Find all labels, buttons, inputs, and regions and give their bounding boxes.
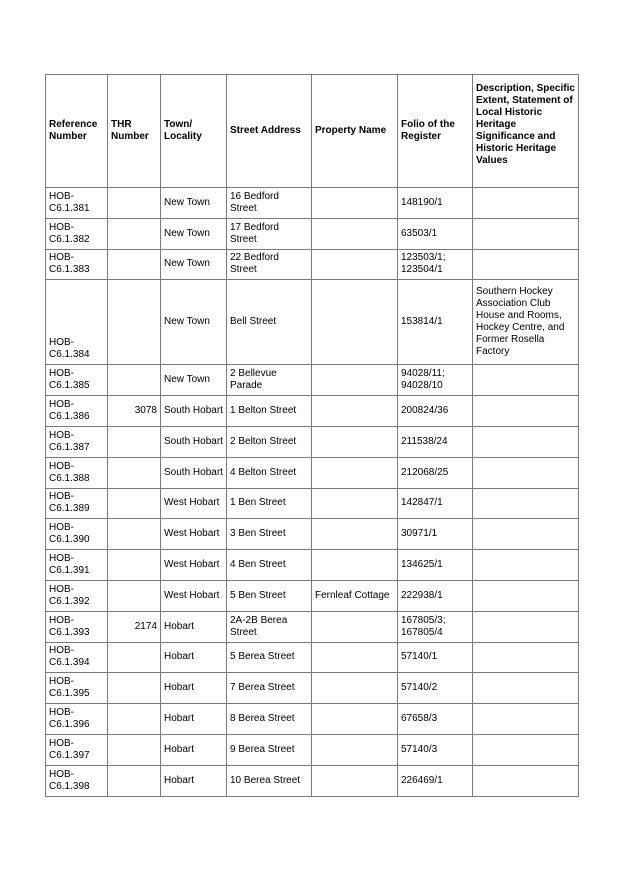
cell-desc <box>473 365 579 396</box>
cell-desc <box>473 673 579 704</box>
table-row <box>46 457 579 488</box>
cell-property <box>312 426 398 457</box>
cell-town: New Town <box>161 365 227 396</box>
cell-street: 2A-2B Berea Street <box>227 611 312 642</box>
table-row <box>46 704 579 735</box>
header-town-locality: Town/ Locality <box>161 75 227 188</box>
cell-ref: HOB-C6.1.387 <box>46 426 108 457</box>
header-thr-number: THR Number <box>108 75 161 188</box>
cell-property <box>312 188 398 219</box>
table-row <box>46 396 579 427</box>
cell-property <box>312 704 398 735</box>
cell-street: 5 Ben Street <box>227 580 312 611</box>
cell-street: 7 Berea Street <box>227 673 312 704</box>
cell-town: South Hobart <box>161 457 227 488</box>
cell-ref: HOB-C6.1.381 <box>46 188 108 219</box>
cell-folio: 148190/1 <box>398 188 473 219</box>
table-row <box>46 611 579 642</box>
cell-thr <box>108 280 161 365</box>
cell-thr <box>108 519 161 550</box>
cell-desc: Southern Hockey Association Club House and Rooms, Hockey Centre, and Former Rosella Factory <box>473 280 579 365</box>
cell-street: Bell Street <box>227 280 312 365</box>
header-row <box>46 75 579 188</box>
cell-property <box>312 457 398 488</box>
cell-street: 1 Ben Street <box>227 488 312 519</box>
cell-desc <box>473 611 579 642</box>
cell-town: New Town <box>161 249 227 280</box>
cell-thr: 3078 <box>108 396 161 427</box>
cell-folio: 153814/1 <box>398 280 473 365</box>
cell-desc <box>473 734 579 765</box>
table-row <box>46 426 579 457</box>
cell-property <box>312 249 398 280</box>
cell-street: 4 Ben Street <box>227 550 312 581</box>
cell-desc <box>473 704 579 735</box>
cell-street: 22 Bedford Street <box>227 249 312 280</box>
cell-street: 17 Bedford Street <box>227 218 312 249</box>
cell-town: New Town <box>161 280 227 365</box>
cell-street: 16 Bedford Street <box>227 188 312 219</box>
cell-street: 8 Berea Street <box>227 704 312 735</box>
cell-desc <box>473 188 579 219</box>
cell-folio: 134625/1 <box>398 550 473 581</box>
table-row <box>46 519 579 550</box>
cell-ref: HOB-C6.1.386 <box>46 396 108 427</box>
cell-ref: HOB-C6.1.398 <box>46 765 108 796</box>
cell-folio: 200824/36 <box>398 396 473 427</box>
cell-town: Hobart <box>161 673 227 704</box>
cell-property <box>312 218 398 249</box>
cell-thr <box>108 426 161 457</box>
cell-ref: HOB-C6.1.385 <box>46 365 108 396</box>
cell-town: West Hobart <box>161 580 227 611</box>
cell-desc <box>473 249 579 280</box>
cell-ref: HOB-C6.1.389 <box>46 488 108 519</box>
table-row <box>46 580 579 611</box>
cell-folio: 94028/11; 94028/10 <box>398 365 473 396</box>
cell-ref: HOB-C6.1.382 <box>46 218 108 249</box>
cell-town: Hobart <box>161 704 227 735</box>
cell-desc <box>473 550 579 581</box>
cell-street: 3 Ben Street <box>227 519 312 550</box>
cell-street: 9 Berea Street <box>227 734 312 765</box>
cell-property <box>312 280 398 365</box>
cell-folio: 67658/3 <box>398 704 473 735</box>
cell-desc <box>473 218 579 249</box>
table-row <box>46 249 579 280</box>
cell-property <box>312 673 398 704</box>
header-folio: Folio of the Register <box>398 75 473 188</box>
cell-thr <box>108 704 161 735</box>
cell-thr <box>108 642 161 673</box>
cell-ref: HOB-C6.1.390 <box>46 519 108 550</box>
cell-desc <box>473 426 579 457</box>
cell-folio: 57140/3 <box>398 734 473 765</box>
cell-property <box>312 642 398 673</box>
cell-ref: HOB-C6.1.394 <box>46 642 108 673</box>
cell-folio: 30971/1 <box>398 519 473 550</box>
cell-property: Fernleaf Cottage <box>312 580 398 611</box>
cell-town: Hobart <box>161 642 227 673</box>
cell-thr <box>108 550 161 581</box>
cell-street: 2 Belton Street <box>227 426 312 457</box>
cell-property <box>312 519 398 550</box>
cell-thr <box>108 218 161 249</box>
cell-folio: 211538/24 <box>398 426 473 457</box>
cell-folio: 142847/1 <box>398 488 473 519</box>
cell-thr <box>108 673 161 704</box>
cell-folio: 212068/25 <box>398 457 473 488</box>
cell-property <box>312 611 398 642</box>
cell-desc <box>473 765 579 796</box>
cell-desc <box>473 396 579 427</box>
cell-town: Hobart <box>161 765 227 796</box>
cell-thr <box>108 734 161 765</box>
cell-ref: HOB-C6.1.392 <box>46 580 108 611</box>
cell-thr <box>108 249 161 280</box>
header-street-address: Street Address <box>227 75 312 188</box>
heritage-register-table <box>45 74 579 797</box>
table-row <box>46 673 579 704</box>
cell-town: South Hobart <box>161 396 227 427</box>
cell-thr <box>108 365 161 396</box>
cell-folio: 63503/1 <box>398 218 473 249</box>
header-description: Description, Specific Extent, Statement of Local Historic Heritage Significance and Historic Heritage Values <box>473 75 579 188</box>
cell-town: West Hobart <box>161 519 227 550</box>
cell-desc <box>473 457 579 488</box>
cell-property <box>312 365 398 396</box>
table-row <box>46 734 579 765</box>
cell-folio: 226469/1 <box>398 765 473 796</box>
cell-thr <box>108 457 161 488</box>
cell-street: 5 Berea Street <box>227 642 312 673</box>
cell-folio: 57140/1 <box>398 642 473 673</box>
cell-ref: HOB-C6.1.384 <box>46 280 108 365</box>
cell-desc <box>473 642 579 673</box>
cell-folio: 123503/1; 123504/1 <box>398 249 473 280</box>
cell-desc <box>473 488 579 519</box>
cell-property <box>312 488 398 519</box>
table-row <box>46 765 579 796</box>
cell-folio: 222938/1 <box>398 580 473 611</box>
cell-thr <box>108 488 161 519</box>
cell-town: West Hobart <box>161 488 227 519</box>
table-row <box>46 642 579 673</box>
cell-ref: HOB-C6.1.393 <box>46 611 108 642</box>
cell-desc <box>473 519 579 550</box>
cell-thr <box>108 765 161 796</box>
cell-folio: 57140/2 <box>398 673 473 704</box>
table-row <box>46 280 579 365</box>
cell-ref: HOB-C6.1.391 <box>46 550 108 581</box>
cell-town: Hobart <box>161 734 227 765</box>
cell-property <box>312 550 398 581</box>
header-reference-number: Reference Number <box>46 75 108 188</box>
cell-town: New Town <box>161 218 227 249</box>
table-row <box>46 488 579 519</box>
table-row <box>46 365 579 396</box>
table-row <box>46 550 579 581</box>
cell-ref: HOB-C6.1.395 <box>46 673 108 704</box>
cell-folio: 167805/3; 167805/4 <box>398 611 473 642</box>
cell-town: New Town <box>161 188 227 219</box>
cell-property <box>312 396 398 427</box>
cell-thr <box>108 188 161 219</box>
cell-desc <box>473 580 579 611</box>
cell-town: South Hobart <box>161 426 227 457</box>
header-property-name: Property Name <box>312 75 398 188</box>
cell-street: 4 Belton Street <box>227 457 312 488</box>
cell-ref: HOB-C6.1.383 <box>46 249 108 280</box>
cell-thr: 2174 <box>108 611 161 642</box>
cell-property <box>312 734 398 765</box>
table-row <box>46 218 579 249</box>
cell-property <box>312 765 398 796</box>
cell-street: 2 Bellevue Parade <box>227 365 312 396</box>
cell-town: West Hobart <box>161 550 227 581</box>
cell-thr <box>108 580 161 611</box>
cell-street: 10 Berea Street <box>227 765 312 796</box>
cell-ref: HOB-C6.1.397 <box>46 734 108 765</box>
cell-town: Hobart <box>161 611 227 642</box>
table-row <box>46 188 579 219</box>
cell-street: 1 Belton Street <box>227 396 312 427</box>
cell-ref: HOB-C6.1.388 <box>46 457 108 488</box>
cell-ref: HOB-C6.1.396 <box>46 704 108 735</box>
